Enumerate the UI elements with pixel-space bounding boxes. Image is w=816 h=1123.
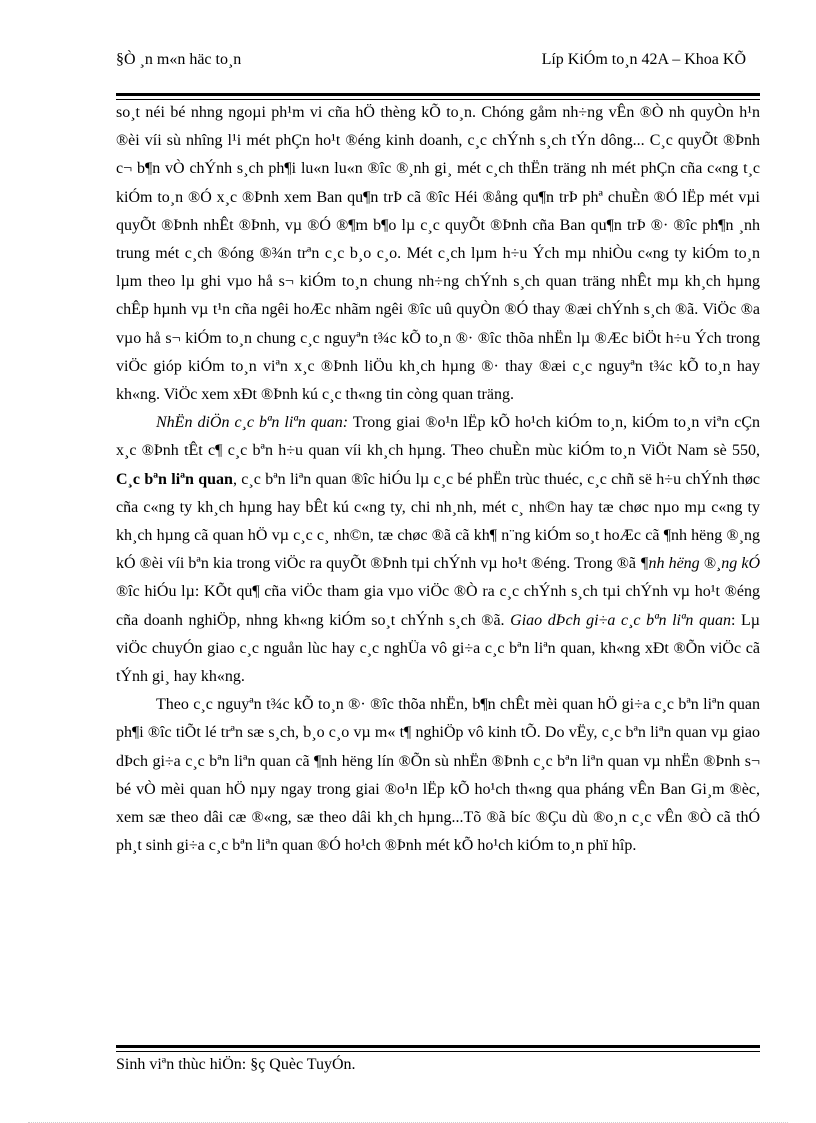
footer-divider <box>116 1045 760 1052</box>
paragraph-2 <box>116 409 760 691</box>
term-significant-influence: ¶nh hëng ®¸ng kÓ <box>640 555 761 573</box>
paragraph-3: Theo c¸c nguyªn t¾c kÕ to¸n ®· ®îc thõa nhËn, b¶n chÊt mèi quan hÖ gi÷a c¸c bªn liªn quan ph¶i ®îc tiÕt lé trªn sæ s¸ch, b¸o c¸o vµ m« t¶ nghiÖp vô kinh tÕ. Do vËy, c¸c bªn liªn quan vµ giao dÞch gi÷a c¸c bªn liªn quan cã ¶nh hëng lín ®Õn sù nhËn ®Þnh c¸c bªn liªn quan vµ nhËn ®Þnh s¬ bé vÒ mèi quan hÖ nµy ngay trong giai ®o¹n lËp kÕ ho¹ch th«ng qua pháng vÊn Ban Gi¸m ®èc, xem sæ theo dâi cæ ®«ng, sæ theo dâi kh¸ch hµng...Tõ ®ã bíc ®Çu dù ®o¸n c¸c vÊn ®Ò cã thÓ ph¸t sinh gi÷a c¸c bªn liªn quan ®Ó ho¹ch ®Þnh mét kÕ ho¹ch kiÓm to¸n phï hîp. <box>116 696 760 855</box>
header-course-title: §Ò ¸n m«n häc to¸n <box>116 51 242 68</box>
paragraph-2-text-d: : Lµ viÖc chuyÓn giao c¸c nguån lùc hay c¸c nghÜa vô gi÷a c¸c bªn liªn quan, kh«ng xÐt ®Õn viÖc cã tÝnh gi¸ hay kh«ng. <box>116 611 761 686</box>
paragraph-2-text-a: Trong giai ®o¹n lËp kÕ ho¹ch kiÓm to¸n, kiÓm to¸n viªn cÇn x¸c ®Þnh tÊt c¶ c¸c bªn h÷u quan víi kh¸ch hµng. Theo chuÈn mùc kiÓm to¸n ViÖt Nam sè 550, <box>116 414 761 460</box>
header-class-info: Líp KiÓm to¸n 42A – Khoa KÕ <box>541 51 746 68</box>
term-related-parties-identification: NhËn diÖn c¸c bªn liªn quan: <box>156 414 349 432</box>
paragraph-2-text-b: , c¸c bªn liªn quan ®îc hiÓu lµ c¸c bé phËn trùc thuéc, c¸c chñ së h÷u chÝnh thøc cña c«ng ty kh¸ch hµng hay bÊt kú c«ng ty, chi nh¸nh, mét c¸ nh©n hay tæ chøc nµo mµ c«ng ty kh¸ch hµng cã quan hÖ vµ c¸c c¸ nh©n, tæ chøc ®ã cã kh¶ n¨ng kiÓm so¸t hoÆc cã ¶nh hëng ®¸ng kÓ ®èi víi bªn kia trong viÖc ra quyÕt ®Þnh tµi chÝnh vµ ho¹t ®éng. Trong ®ã <box>116 470 760 573</box>
page-footer: Sinh viªn thùc hiÖn: §ç Quèc TuyÓn. <box>116 1056 356 1073</box>
term-related-party-transactions: Giao dÞch gi÷a c¸c bªn liªn quan <box>510 611 731 629</box>
paragraph-2-text-c: ®îc hiÓu lµ: KÕt qu¶ cña viÖc tham gia vµo viÖc ®Ò ra c¸c chÝnh s¸ch tµi chÝnh vµ ho¹t ®éng cña doanh nghiÖp, nhng kh«ng kiÓm so¸t chÝnh s¸ch ®ã. <box>116 583 760 629</box>
term-related-parties-standard: C¸c bªn liªn quan <box>116 470 233 488</box>
paragraph-1: so¸t néi bé nhng ngoµi ph¹m vi cña hÖ thèng kÕ to¸n. Chóng gåm nh÷ng vÊn ®Ò nh quyÒn h¹n ®èi víi sù nhîng l¹i mét phÇn ho¹t ®éng kinh doanh, c¸c chÝnh s¸ch tÝn dông... C¸c quyÕt ®Þnh c¬ b¶n vÒ chÝnh s¸ch ph¶i lu«n lu«n ®îc ®¸nh gi¸ mét c¸ch thËn träng nh mét phÇn cña c«ng t¸c kiÓm to¸n ®Ó x¸c ®Þnh xem Ban qu¶n trÞ cã ®îc Héi ®ång qu¶n trÞ phª chuÈn ®Ó lËp mét vµi quyÕt ®Þnh nhÊt ®Þnh, vµ ®Ó ®¶m b¶o lµ c¸c quyÕt ®Þnh cña Ban qu¶n trÞ ®· ®îc ph¶n ¸nh trung mét c¸ch ®óng ®¾n trªn c¸c b¸o c¸o. Mét c¸ch lµm h÷u Ých mµ nhiÒu c«ng ty kiÓm to¸n lµm theo lµ ghi vµo hå s¬ kiÓm to¸n chung nh÷ng chÝnh s¸ch quan träng nhÊt mµ kh¸ch hµng chÊp hµnh vµ t¹n cña ngêi hoÆc nhãm ngêi ®îc uû quyÒn ®Ó thay ®æi chÝnh s¸ch ®ã. ViÖc ®a vµo hå s¬ kiÓm to¸n chung c¸c nguyªn t¾c kÕ to¸n ®· ®îc thõa nhËn lµ ®Æc biÖt h÷u Ých trong viÖc gióp kiÓm to¸n viªn x¸c ®Þnh liÖu kh¸ch hµng ®· thay ®æi c¸c nguyªn t¾c kÕ to¸n hay kh«ng. ViÖc xem xÐt ®Þnh kú c¸c th«ng tin còng quan träng. <box>116 104 760 404</box>
document-body <box>116 99 760 860</box>
